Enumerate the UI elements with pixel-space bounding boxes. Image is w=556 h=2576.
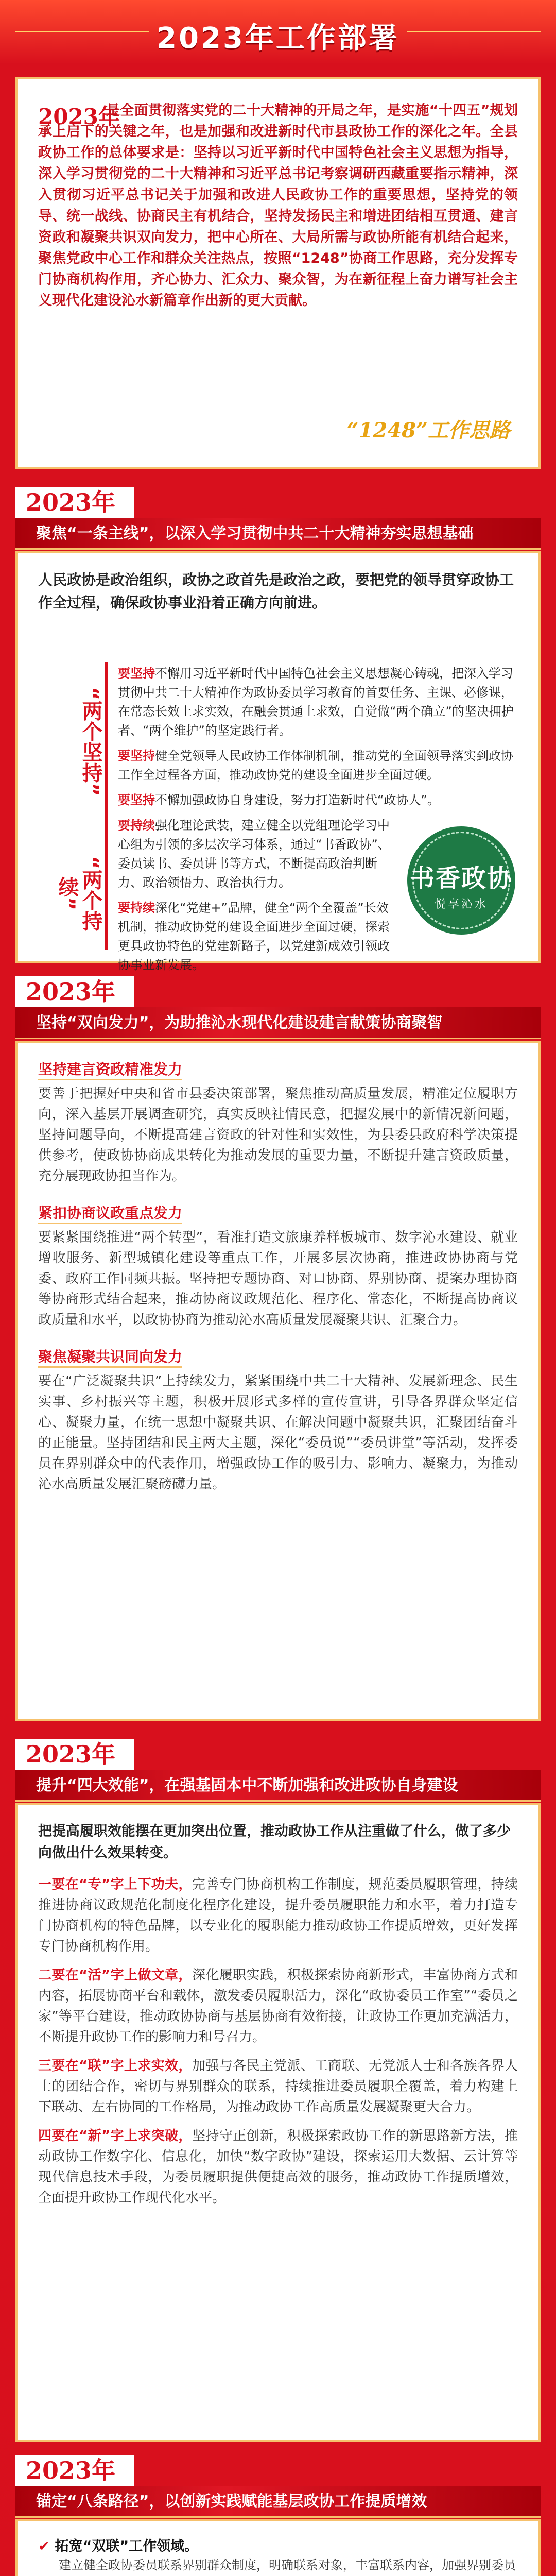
path-item: ✔ 拓宽“双联”工作领域。 建立健全政协委员联系界别群众制度，明确联系对象，丰富联系内容，加强界别委员 [38,2538,516,2572]
list-item: 要持续强化理论武装，建立健全以党组理论学习中心组为引领的多层次学习体系，通过“书香政协”、委员读书、委员讲书等方式，不断提高政治判断力、政治领悟力、政治执行力。 [118,818,390,890]
badge-main-text: 书香政协 [409,864,513,893]
section3-panel [15,1803,541,2442]
top-banner [0,0,556,64]
section4-year: 2023年 [15,2455,134,2486]
list-item: 要坚持不懈加强政协自身建设，努力打造新时代“政协人”。 [118,793,440,807]
section2-block-text: 要在“广泛凝聚共识”上持续发力，紧紧围绕中共二十大精神、发展新理念、民生实事、乡村振兴等主题，积极开展形式多样的宣传宣讲，引导各界群众坚定信心、凝聚力量，在统一思想中凝聚共识、在解决问题中凝聚共识，汇聚团结奋斗的正能量。坚持团结和民主两大主题，深化“委员说”“委员讲堂”等活动，发挥委员在界别群众中的代表作用，增强政协工作的吸引力、影响力、凝聚力，为推动沁水高质量发展汇聚磅礴力量。 [38,1374,518,1492]
section4-panel [15,2519,541,2576]
section4-bar: 锚定“八条路径”，以创新实践赋能基层政协工作提质增效 [15,2486,541,2518]
section2-block [38,1202,518,1330]
section4-header [15,2455,541,2519]
section3-lead: 把提高履职效能摆在更加突出位置，推动政协工作从注重做了什么，做了多少向做出什么效果转变。 [38,1823,511,1861]
section2-block-title: 紧扣协商议政重点发力 [38,1202,182,1224]
section2-block-title: 坚持建言资政精准发力 [38,1058,182,1080]
section2-block [38,1346,518,1495]
intro-text: 是全面贯彻落实党的二十大精神的开局之年，是实施“十四五”规划承上启下的关键之年，也是加强和改进新时代市县政协工作的深化之年。全县政协工作的总体要求是：坚持以习近平新时代中国特色社会主义思想为指导，深入学习贯彻党的二十大精神和习近平总书记考察调研西藏重要指示精神，深入贯彻习近平总书记关于加强和改进人民政协工作的重要思想，坚持党的领导、统一战线、协商民主有机结合，坚持发扬民主和增进团结相互贯通、建言资政和凝聚共识双向发力，把中心所在、大局所需与政协所能有机结合起来，聚焦党政中心工作和群众关注热点，按照“1248”协商工作思路，充分发挥专门协商机构作用，齐心协力、汇众力、聚众智，为在新征程上奋力谱写社会主义现代化建设沁水新篇章作出新的更大贡献。 [38,103,518,309]
list-item: 要坚持健全党领导人民政协工作体制机制，推动党的全面领导落实到政协工作全过程各方面，推动政协党的建设全面进步全面过硬。 [118,749,513,782]
section1-panel [15,551,541,972]
section2-panel [15,1041,541,1721]
section1-bracket [105,662,108,950]
section2-block [38,1058,518,1187]
section3-paragraph: 三要在“联”字上求实效，加强与各民主党派、工商联、无党派人士和各族各界人士的团结合作，密切与界别群众的联系，持续推进委员履职全覆盖，着力构建上下联动、左右协同的工作格局，为推动政协工作高质量发展凝聚更大合力。 [38,2058,518,2115]
section3-bar: 提升“四大效能”，在强基固本中不断加强和改进政协自身建设 [15,1770,541,1802]
section2-block-text: 要善于把握好中央和省市县委决策部署，聚焦推动高质量发展，精准定位履职方向，深入基层开展调查研究，真实反映社情民意，把握发展中的新情况新问题，坚持问题导向，不断提高建言资政的针对性和实效性，为县委县政府科学决策提供参考，使政协协商成果转化为推动发展的重要力量，不断提升建言资政质量，充分展现政协担当作为。 [38,1086,518,1184]
section3-header [15,1739,541,1803]
section2-block-title: 聚焦凝聚共识同向发力 [38,1346,182,1368]
intro-panel [15,77,541,469]
section3-year: 2023年 [15,1739,134,1770]
list-item: 要坚持不懈用习近平新时代中国特色社会主义思想凝心铸魂，把深入学习贯彻中共二十大精神作为政协委员学习教育的首要任务、主课、必修课，在常态长效上求实效，在融会贯通上求效，自觉做“两个确立”的坚决拥护者、“两个维护”的坚定践行者。 [118,666,514,738]
list-item: 要持续深化“党建+”品牌，健全“两个全覆盖”长效机制，推动政协党的建设全面进步全面过硬，探索更具政协特色的党建新路子，以党建新成效引领政协事业新发展。 [118,901,390,972]
section2-header [15,976,541,1041]
page-title: 2023年工作部署 [157,22,399,55]
banner-decoration-right [407,31,541,32]
book-politics-badge [407,826,515,935]
section3-paragraph: 一要在“专”字上下功夫，完善专门协商机构工作制度，规范委员履职管理，持续推进协商议政规范化制度化程序化建设，提升委员履职能力和水平，着力打造专门协商机构的特色品牌，以专业化的履职能力推动政协工作提质增效，更好发挥专门协商机构作用。 [38,1877,518,1954]
section2-block-text: 要紧紧围绕推进“两个转型”，看准打造文旅康养样板城市、数字沁水建设、就业增收服务、新型城镇化建设等重点工作，开展多层次协商，推进政协协商与党委、政府工作同频共振。坚持把专题协商、对口协商、界别协商、提案办理协商等协商形式结合起来，推动协商议政规范化、程序化、常态化，不断提高协商议政质量和水平，以政协协商为推动沁水高质量发展凝聚共识、汇聚合力。 [38,1230,518,1328]
section1-year: 2023年 [15,487,134,518]
section1-bar: 聚焦“一条主线”，以深入学习贯彻中共二十大精神夯实思想基础 [15,518,541,550]
two-adhere-label: “两个坚持” [79,686,102,796]
section3-paragraph: 二要在“活”字上做文章，深化履职实践，积极探索协商新形式，丰富协商方式和内容，拓展协商平台和载体，激发委员履职活力，深化“政协委员工作室”“委员之家”等平台建设，推动政协协商与基层协商有效衔接，让政协工作更加充满活力，不断提升政协工作的影响力和号召力。 [38,1968,518,2045]
section2-year: 2023年 [15,976,134,1007]
check-icon: ✔ [38,2538,50,2554]
two-continue-label: “两个持续” [55,855,102,931]
intro-slogan: “1248”工作思路 [346,418,510,443]
intro-year: 2023年 [38,104,120,129]
section3-paragraph: 四要在“新”字上求突破，坚持守正创新，积极探索政协工作的新思路新方法，推动政协工作数字化、信息化，加快“数字政协”建设，探索运用大数据、云计算等现代信息技术手段，为委员履职提供便捷高效的服务，推动政协工作提质增效，全面提升政协工作现代化水平。 [38,2128,518,2206]
section2-bar: 坚持“双向发力”，为助推沁水现代化建设建言献策协商聚智 [15,1007,541,1039]
section1-lead: 人民政协是政治组织，政协之政首先是政治之政，要把党的领导贯穿政协工作全过程，确保政协事业沿着正确方向前进。 [38,571,514,611]
badge-sub-text: 悦享沁水 [434,898,488,911]
section1-header [15,487,541,551]
